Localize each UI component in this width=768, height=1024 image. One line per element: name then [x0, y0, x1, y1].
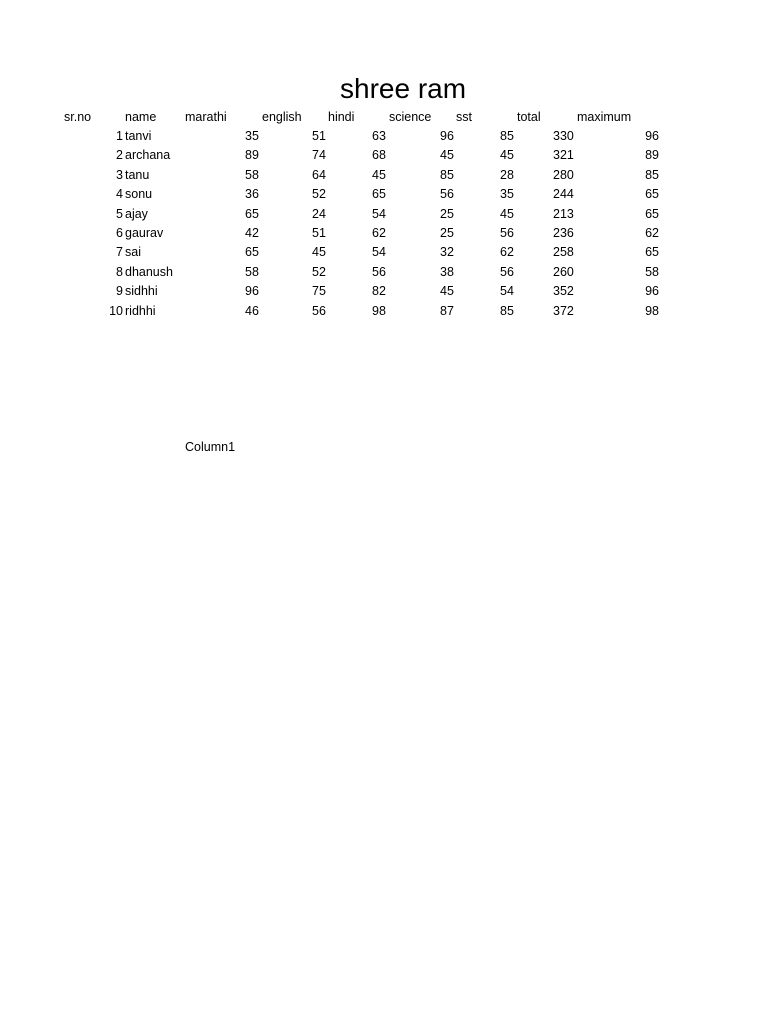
cell-name: sidhhi [125, 284, 158, 299]
cell-english: 51 [312, 226, 326, 240]
cell-hindi: 45 [372, 167, 386, 182]
cell-maximum: 65 [645, 206, 659, 221]
cell-total: 352 [553, 284, 574, 299]
cell-marathi: 96 [245, 284, 259, 299]
cell-name: sai [125, 245, 141, 260]
cell-hindi: 54 [372, 245, 386, 260]
cell-srno: 1 [116, 129, 123, 143]
cell-name: archana [125, 148, 171, 163]
header-cell-srno: sr.no [64, 110, 92, 124]
cell-hindi: 54 [372, 206, 386, 221]
cell-english: 64 [312, 167, 326, 182]
cell-srno: 5 [116, 206, 123, 221]
header-cell-hindi: hindi [328, 110, 355, 124]
cell-science: 32 [440, 245, 454, 260]
cell-english: 56 [312, 303, 326, 318]
cell-maximum: 89 [645, 148, 659, 163]
cell-total: 372 [553, 303, 574, 318]
cell-total: 321 [553, 148, 574, 163]
cell-science: 87 [440, 303, 454, 318]
cell-marathi: 36 [245, 187, 259, 202]
cell-srno: 6 [116, 226, 123, 240]
cell-marathi: 35 [245, 129, 259, 143]
header-cell-english: english [262, 110, 302, 124]
cell-sst: 54 [500, 284, 514, 299]
header-cell-marathi: marathi [185, 110, 227, 124]
cell-marathi: 46 [245, 303, 259, 318]
cell-total: 280 [553, 167, 574, 182]
cell-srno: 10 [109, 303, 123, 318]
cell-name: tanvi [125, 129, 152, 143]
cell-science: 25 [440, 206, 454, 221]
cell-srno: 2 [116, 148, 123, 163]
header-cell-total: total [517, 110, 541, 124]
cell-science: 96 [440, 129, 454, 143]
cell-total: 244 [553, 187, 574, 202]
cell-maximum: 96 [645, 129, 659, 143]
cell-english: 52 [312, 264, 326, 279]
cell-name: tanu [125, 167, 150, 182]
cell-srno: 8 [116, 264, 123, 279]
cell-sst: 85 [500, 303, 514, 318]
cell-total: 260 [553, 264, 574, 279]
cell-english: 52 [312, 187, 326, 202]
column1-label: Column1 [185, 440, 236, 454]
cell-total: 258 [553, 245, 574, 260]
cell-hindi: 63 [372, 129, 386, 143]
cell-sst: 85 [500, 129, 514, 143]
cell-sst: 45 [500, 206, 514, 221]
cell-marathi: 58 [245, 167, 259, 182]
cell-srno: 4 [116, 187, 123, 202]
cell-name: ridhhi [125, 303, 156, 318]
cell-name: ajay [125, 206, 148, 221]
cell-sst: 62 [500, 245, 514, 260]
cell-marathi: 58 [245, 264, 259, 279]
cell-english: 75 [312, 284, 326, 299]
cell-marathi: 65 [245, 245, 259, 260]
cell-sst: 56 [500, 264, 514, 279]
cell-maximum: 96 [645, 284, 659, 299]
cell-science: 25 [440, 226, 454, 240]
cell-english: 74 [312, 148, 326, 163]
cell-total: 236 [553, 226, 574, 240]
cell-marathi: 42 [245, 226, 259, 240]
cell-name: sonu [125, 187, 153, 202]
header-cell-name: name [125, 110, 157, 124]
cell-sst: 56 [500, 226, 514, 240]
cell-science: 45 [440, 148, 454, 163]
cell-total: 213 [553, 206, 574, 221]
cell-total: 330 [553, 129, 574, 143]
cell-maximum: 65 [645, 245, 659, 260]
cell-name: gaurav [125, 226, 164, 240]
cell-science: 45 [440, 284, 454, 299]
header-cell-sst: sst [456, 110, 472, 124]
cell-srno: 3 [116, 167, 123, 182]
cell-maximum: 85 [645, 167, 659, 182]
page-title: shree ram [340, 73, 467, 104]
cell-marathi: 89 [245, 148, 259, 163]
cell-name: dhanush [125, 264, 173, 279]
cell-hindi: 98 [372, 303, 386, 318]
header-cell-maximum: maximum [577, 110, 632, 124]
cell-english: 24 [312, 206, 326, 221]
header-cell-science: science [389, 110, 432, 124]
cell-srno: 7 [116, 245, 123, 260]
cell-sst: 45 [500, 148, 514, 163]
cell-maximum: 58 [645, 264, 659, 279]
cell-sst: 28 [500, 167, 514, 182]
cell-maximum: 62 [645, 226, 659, 240]
cell-science: 38 [440, 264, 454, 279]
cell-hindi: 56 [372, 264, 386, 279]
cell-science: 56 [440, 187, 454, 202]
cell-maximum: 65 [645, 187, 659, 202]
cell-english: 45 [312, 245, 326, 260]
cell-science: 85 [440, 167, 454, 182]
cell-srno: 9 [116, 284, 123, 299]
cell-hindi: 62 [372, 226, 386, 240]
cell-marathi: 65 [245, 206, 259, 221]
cell-hindi: 68 [372, 148, 386, 163]
cell-hindi: 82 [372, 284, 386, 299]
cell-sst: 35 [500, 187, 514, 202]
cell-english: 51 [312, 129, 326, 143]
cell-hindi: 65 [372, 187, 386, 202]
cell-maximum: 98 [645, 303, 659, 318]
